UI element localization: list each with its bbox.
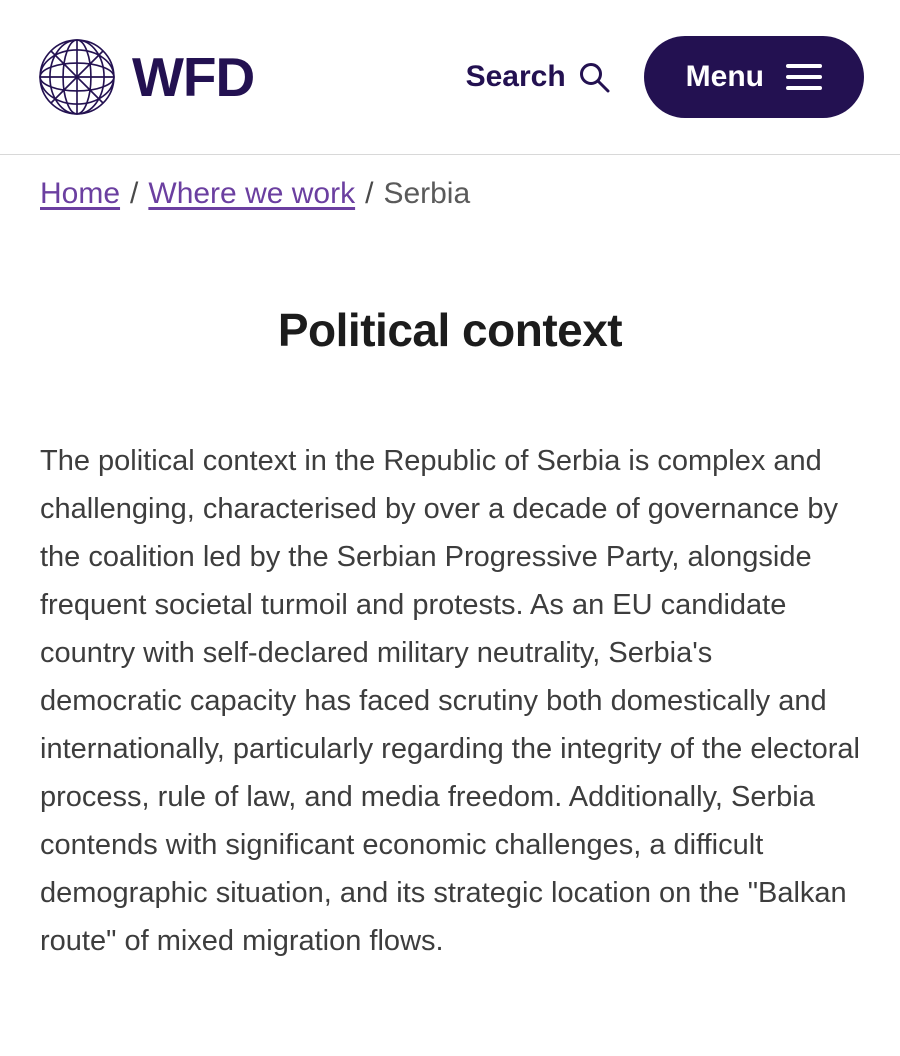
menu-button[interactable] <box>644 36 864 118</box>
breadcrumb-separator: / <box>365 177 374 210</box>
site-logo-link[interactable] <box>36 36 254 118</box>
search-icon <box>578 61 610 93</box>
page-title: Political context <box>277 304 623 356</box>
breadcrumb-item-home[interactable]: Home <box>40 177 121 210</box>
globe-wireframe-icon <box>36 36 118 118</box>
header-actions <box>462 36 864 118</box>
menu-button-label: Menu <box>685 60 764 93</box>
brand-wordmark: WFD <box>132 45 255 108</box>
breadcrumb-item-where-we-work[interactable]: Where we work <box>148 177 356 210</box>
search-button-label: Search <box>465 60 566 93</box>
main-content <box>0 303 900 965</box>
site-header <box>0 0 900 155</box>
breadcrumb <box>0 155 900 211</box>
search-button[interactable] <box>462 52 614 102</box>
breadcrumb-separator: / <box>130 177 139 210</box>
political-context-paragraph: The political context in the Republic of Serbia is complex and challenging, characterised by over a decade of governance by the coalition led by the Serbian Progressive Party, alongside frequent societal turmoil and protests. As an EU candidate country with self-declared military neutrality, Serbia's democratic capacity has faced scrutiny both domestically and internationally, particularly regarding the integrity of the electoral process, rule of law, and media freedom. Additionally, Serbia contends with significant economic challenges, a difficult demographic situation, and its strategic location on the "Balkan route" of mixed migration flows. <box>40 445 860 957</box>
hamburger-icon <box>786 64 822 90</box>
breadcrumb-item-serbia: Serbia <box>383 177 471 210</box>
